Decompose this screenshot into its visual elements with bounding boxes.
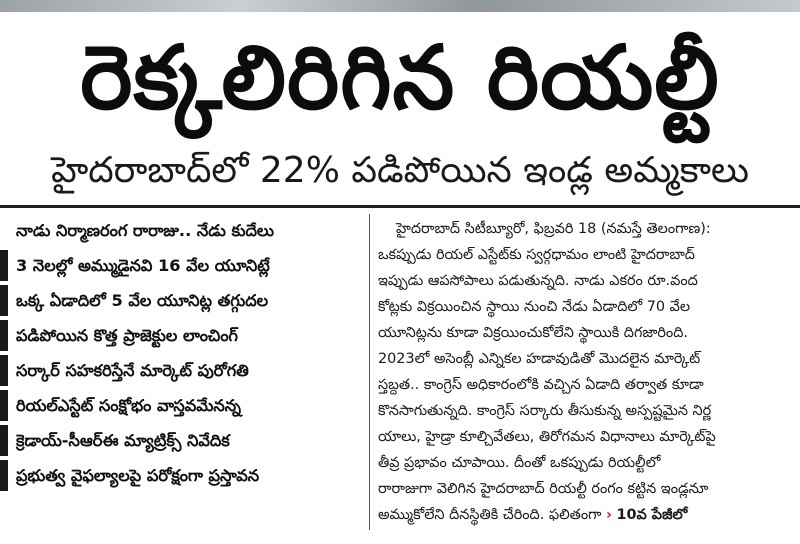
bullet-item: ప్రభుత్వ వైఫల్యాలపై పరోక్షంగా ప్రస్తావన xyxy=(0,458,362,493)
article-line: రారాజుగా వెలిగిన హైదరాబాద్ రియల్టీ రంగం కట్టిన ఇండ్లనూ xyxy=(378,481,709,497)
bullet-item: 3 నెలల్లో అమ్ముడైనవి 16 వేల యూనిట్లే xyxy=(0,248,362,283)
article-body xyxy=(378,216,796,528)
column-divider xyxy=(369,214,370,530)
bullet-item: నాడు నిర్మాణరంగ రారాజు.. నేడు కుదేలు xyxy=(16,221,275,240)
article-line: ఒకప్పుడు రియల్ ఎస్టేట్‌కు స్వర్గధామం లాంటి హైదరాబాద్ xyxy=(378,247,695,263)
bullet-item: సర్కార్ సహకరిస్తేనే మార్కెట్ పురోగతి xyxy=(0,353,362,388)
article-line-text: అమ్ముకోలేని దీనస్థితికి చేరింది. ఫలితంగా xyxy=(378,507,602,523)
article-line: హైదరాబాద్ సిటీబ్యూరో, ఫిబ్రవరి 18 (నమస్తే తెలంగాణ): xyxy=(396,221,711,237)
bullet-item: క్రెడాయ్-సీఆర్ఈ మ్యాట్రిక్స్ నివేదిక xyxy=(0,423,362,458)
article-line: యూనిట్లను కూడా విక్రయించుకోలేని స్థాయికి దిగజారింది. xyxy=(378,325,688,341)
bullet-list xyxy=(0,213,362,493)
continued-arrow-icon: › xyxy=(605,507,612,523)
divider-rule xyxy=(0,205,800,208)
article-line: ఇప్పుడు ఆపసోపాలు పడుతున్నది. నాడు ఎకరం రూ.వంద xyxy=(378,273,698,289)
bullet-item: రియల్‌ఎస్టేట్ సంక్షోభం వాస్తవమేనన్న xyxy=(0,388,362,423)
article-line: స్తబ్దత.. కాంగ్రెస్ అధికారంలోకి వచ్చిన ఏడాది తర్వాత కూడా xyxy=(378,377,704,393)
article-line-last xyxy=(378,502,796,528)
article-line: కోట్లకు విక్రయించిన స్థాయి నుంచి నేడు ఏడాదిలో 70 వేల xyxy=(378,299,691,315)
top-photo-strip xyxy=(0,0,800,12)
article-line: తీవ్ర ప్రభావం చూపాయి. దీంతో ఒకప్పుడు రియల్టీలో xyxy=(378,455,661,471)
bullet-item: ఒక్క ఏడాదిలో 5 వేల యూనిట్ల తగ్గుదల xyxy=(0,283,362,318)
article-line: యాలు, హైడ్రా కూల్చివేతలు, తిరోగమన విధానాలు మార్కెట్‌పై xyxy=(378,429,716,445)
subheadline: హైదరాబాద్‌లో 22% పడిపోయిన ఇండ్ల అమ్మకాలు xyxy=(51,150,749,191)
article-line: 2023లో అసెంబ్లీ ఎన్నికల హడావుడితో మొదలైన మార్కెట్ xyxy=(378,351,701,367)
continued-page-note: 10వ పేజీలో xyxy=(616,507,688,523)
headline: రెక్కలిరిగిన రియల్టీ xyxy=(80,26,720,129)
article-line: కొనసాగుతున్నది. కాంగ్రెస్ సర్కారు తీసుకున్న అస్పష్టమైన నిర్ణ xyxy=(378,403,712,419)
bullet-item: పడిపోయిన కొత్త ప్రాజెక్టుల లాంచింగ్ xyxy=(0,318,362,353)
